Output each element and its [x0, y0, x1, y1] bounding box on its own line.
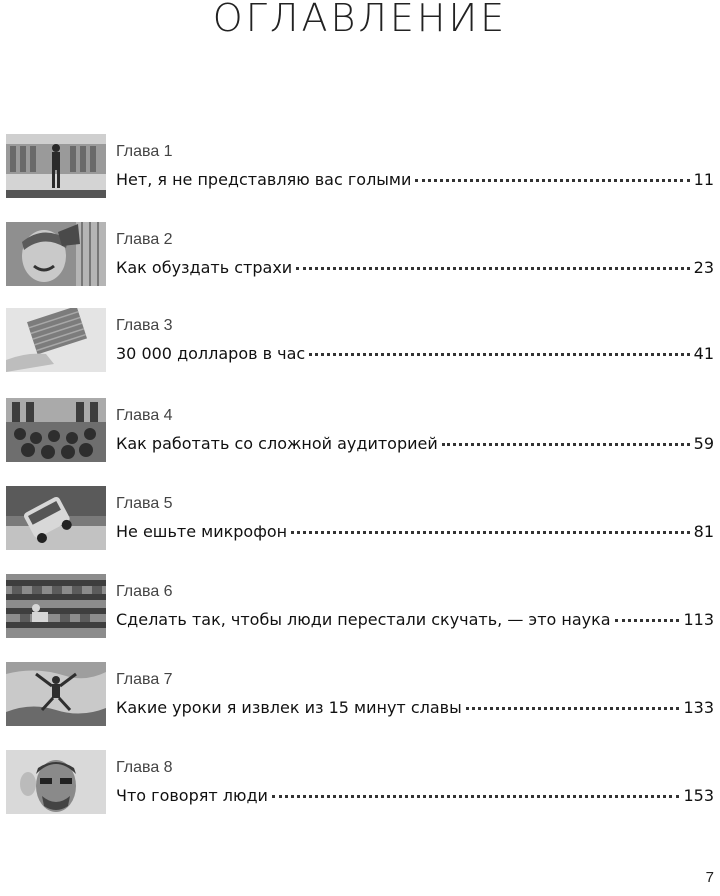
dot-leader — [291, 531, 690, 534]
page-number: 41 — [693, 344, 714, 363]
chapter-thumbnail — [6, 134, 106, 198]
chapter-title: Не ешьте микрофон — [116, 522, 288, 541]
page-number: 81 — [693, 522, 714, 541]
chapter-thumbnail — [6, 486, 106, 550]
dot-leader — [296, 267, 689, 270]
chapter-thumbnail — [6, 222, 106, 286]
dot-leader — [615, 619, 680, 622]
chapter-thumbnail — [6, 750, 106, 814]
page-number: 113 — [683, 610, 714, 629]
toc-entry[interactable] — [6, 750, 714, 816]
chapter-label: Глава 7 — [116, 671, 173, 688]
dot-leader — [466, 707, 680, 710]
chapter-thumbnail — [6, 662, 106, 726]
chapter-title: 30 000 долларов в час — [116, 344, 306, 363]
chapter-label: Глава 6 — [116, 583, 173, 600]
page-number: 59 — [693, 434, 714, 453]
page-title: ОГЛАВЛЕНИЕ — [212, 0, 508, 40]
toc-entry[interactable] — [6, 662, 714, 728]
toc-entry[interactable] — [6, 134, 714, 200]
chapter-label: Глава 3 — [116, 317, 173, 334]
toc-entry[interactable] — [6, 486, 714, 552]
chapter-title: Нет, я не представляю вас голыми — [116, 170, 412, 189]
chapter-thumbnail — [6, 308, 106, 372]
page-number: 133 — [683, 698, 714, 717]
toc-entry[interactable] — [6, 222, 714, 288]
dot-leader — [442, 443, 690, 446]
chapter-title: Как работать со сложной аудиторией — [116, 434, 438, 453]
toc-entry[interactable] — [6, 398, 714, 464]
dot-leader — [309, 353, 689, 356]
toc-entry[interactable] — [6, 574, 714, 640]
chapter-title: Какие уроки я извлек из 15 минут славы — [116, 698, 462, 717]
chapter-title: Сделать так, чтобы люди перестали скучать, — это наука — [116, 610, 611, 629]
toc-entry[interactable] — [6, 308, 714, 374]
page-number: 11 — [693, 170, 714, 189]
page-number: 153 — [683, 786, 714, 805]
chapter-label: Глава 4 — [116, 407, 173, 424]
chapter-thumbnail — [6, 398, 106, 462]
chapter-title: Что говорят люди — [116, 786, 268, 805]
chapter-thumbnail — [6, 574, 106, 638]
chapter-label: Глава 1 — [116, 143, 173, 160]
chapter-label: Глава 2 — [116, 231, 173, 248]
chapter-title: Как обуздать страхи — [116, 258, 293, 277]
page-folio: 7 — [705, 869, 714, 886]
chapter-label: Глава 5 — [116, 495, 173, 512]
dot-leader — [272, 795, 680, 798]
chapter-label: Глава 8 — [116, 759, 173, 776]
page-number: 23 — [693, 258, 714, 277]
dot-leader — [415, 179, 689, 182]
